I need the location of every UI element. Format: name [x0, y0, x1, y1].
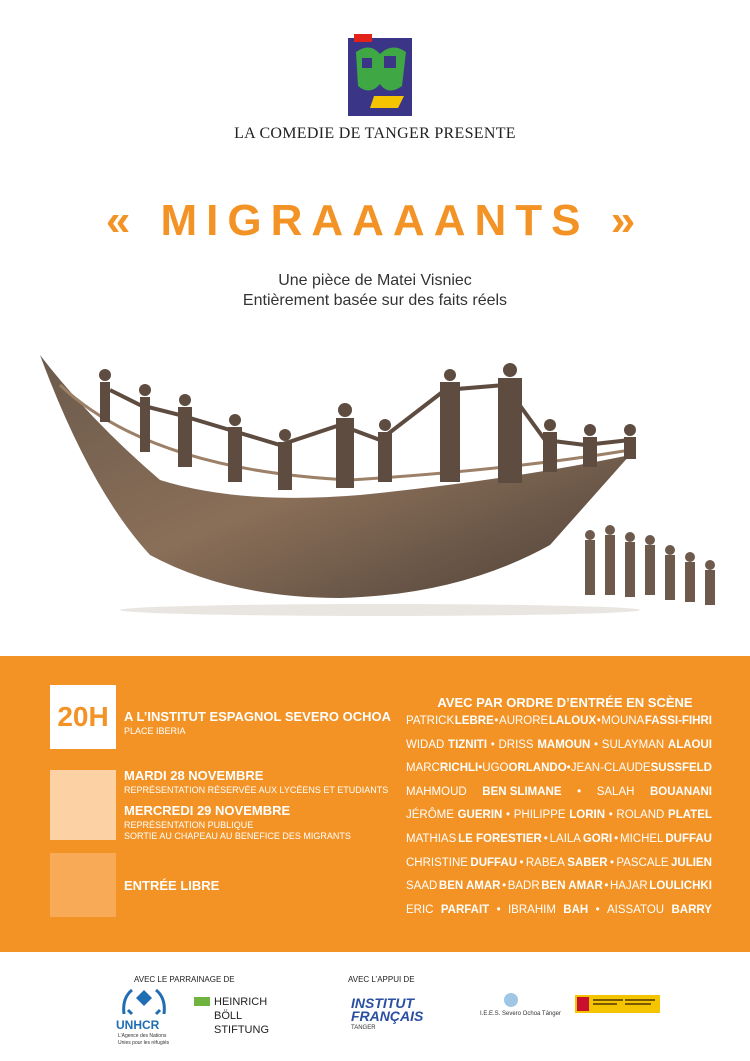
cast-name-part: BARRY [671, 903, 712, 916]
entry-label: ENTRÉE LIBRE [124, 878, 220, 893]
cast-name-part: HAJAR [610, 880, 648, 893]
cast-line [406, 880, 712, 892]
separator-dot: • [478, 762, 483, 775]
separator-dot: • [577, 785, 582, 798]
institut-line-1: INSTITUT [351, 995, 414, 1011]
venue-label: A L’INSTITUT ESPAGNOL SEVERO OCHOA [124, 709, 392, 724]
cast-name-part: SABER [567, 856, 608, 869]
cast-name-part: AISSATOU [606, 903, 665, 916]
cast-name-part: BEN SLIMANE [482, 785, 562, 798]
cast-line [406, 762, 712, 774]
cast-name-part: SAAD [406, 880, 438, 893]
cast-line [406, 833, 712, 845]
time-box: 20H [50, 685, 116, 749]
iees-name: I.E.E.S. Severo Ochoa Tánger [480, 1011, 561, 1017]
cast-line [406, 857, 712, 869]
cast-name-part: LE FORESTIER [458, 833, 542, 845]
cast-name-part: BAH [563, 903, 589, 916]
separator-dot: • [614, 833, 619, 845]
date-1: MARDI 28 NOVEMBRE [124, 768, 264, 783]
iees-crest-icon [503, 992, 519, 1008]
cast-name-part: ROLAND [616, 809, 665, 822]
cast-name-part: ORLANDO [508, 762, 567, 775]
cast-name-part: DUFFAU [470, 856, 518, 869]
cast-name-part: BEN AMAR [541, 880, 603, 893]
separator-dot: • [594, 738, 599, 751]
cast-name-part: BADR [507, 880, 540, 893]
sponsor-label: AVEC LE PARRAINAGE DE [134, 975, 235, 984]
cast-name-part: SALAH [596, 785, 635, 798]
cast-name-part: LOULICHKI [649, 880, 712, 893]
cast-name-part: MICHEL [620, 833, 664, 845]
cast-name-part: WIDAD [406, 738, 445, 751]
cast-name-part: ALAOUI [667, 738, 712, 751]
cast-name-part: JÉRÔME [406, 809, 454, 822]
institut-city: TANGER [351, 1025, 376, 1031]
dates-swatch [50, 770, 116, 840]
cast-name-part: FASSI-FIHRI [644, 715, 712, 727]
cast-name-part: RICHLI [439, 762, 479, 775]
cast-name-part: GORI [582, 833, 613, 845]
cast-name-part: JULIEN [671, 856, 712, 869]
author-line: Une pièce de Matei Visniec [278, 272, 472, 289]
boll-line-1: HEINRICH [214, 996, 268, 1008]
cast-name-part: DRISS [498, 738, 534, 751]
separator-dot: • [543, 833, 548, 845]
cast-name-part: LORIN [569, 809, 605, 822]
support-label: AVEC L’APPUI DE [348, 975, 415, 984]
cast-name-part: DUFFAU [665, 833, 712, 845]
boll-line-2: BÖLL [214, 1010, 243, 1022]
institut-logo [351, 997, 423, 1023]
unhcr-emblem-icon [118, 986, 170, 1018]
unhcr-sub-1: L’Agence des Nations [118, 1033, 167, 1039]
separator-dot: • [609, 856, 614, 869]
boll-mark-icon [194, 997, 210, 1006]
cast-name-part: MAMOUN [537, 738, 591, 751]
cast-name-part: MARC [406, 762, 440, 775]
unhcr-name: UNHCR [116, 1018, 160, 1032]
separator-dot: • [595, 903, 600, 916]
theatre-logo [348, 34, 412, 116]
cast-name-part: BEN AMAR [438, 880, 501, 893]
date-2: MERCREDI 29 NOVEMBRE [124, 803, 291, 818]
tagline: Entièrement basée sur des faits réels [242, 292, 508, 309]
separator-dot: • [596, 715, 601, 727]
cast-name-part: PHILIPPE [513, 809, 566, 822]
date-1-note: REPRÉSENTATION RÉSERVÉE AUX LYCÉENS ET ETUDIANTS [124, 785, 389, 795]
play-title: « MIGRAAAANTS » [105, 196, 645, 245]
presenter-text: LA COMEDIE DE TANGER PRESENTE [234, 125, 516, 142]
cast-line [406, 904, 712, 916]
cast-name-part: PARFAIT [440, 903, 490, 916]
cast-name-part: MOUNA [601, 715, 645, 727]
cast-name-part: TIZNITI [448, 738, 488, 751]
cast-name-part: CHRISTINE [406, 856, 468, 869]
cast-name-part: MAHMOUD [406, 785, 467, 798]
cast-name-part: AURORE [499, 715, 549, 727]
venue-sub: PLACE IBERIA [124, 726, 186, 736]
cast-line [406, 715, 712, 727]
cast-name-part: LAILA [549, 833, 581, 845]
cast-name-part: BOUANANI [650, 785, 712, 798]
separator-dot: • [490, 738, 495, 751]
cast-name-part: PASCALE [616, 856, 669, 869]
cast-name-part: UGO [482, 762, 509, 775]
boll-line-3: STIFTUNG [214, 1024, 269, 1036]
cast-line [406, 739, 712, 751]
unhcr-sub-2: Unies pour les réfugiés [118, 1040, 170, 1046]
cast-name-part: PATRICK [406, 715, 455, 727]
entry-swatch [50, 853, 116, 917]
institut-line-2: FRANÇAIS [351, 1008, 424, 1024]
separator-dot: • [519, 856, 524, 869]
cast-line [406, 786, 712, 798]
cast-name-part: ERIC [406, 903, 434, 916]
separator-dot: • [608, 809, 613, 822]
cast-name-part: SUSSFELD [650, 762, 712, 775]
separator-dot: • [604, 880, 609, 893]
spain-ministry-logo-icon [575, 995, 660, 1013]
cast-name-part: RABEA [525, 856, 565, 869]
cast-title: AVEC PAR ORDRE D’ENTRÉE EN SCÈNE [437, 695, 693, 710]
cast-name-part: JEAN-CLAUDE [570, 762, 651, 775]
date-2-note-2: SORTIE AU CHAPEAU AU BENEFICE DES MIGRANTS [124, 831, 351, 841]
cast-name-part: LEBRE [454, 715, 494, 727]
cast-line [406, 809, 712, 821]
cast-name-part: IBRAHIM [507, 903, 556, 916]
cast-name-part: MATHIAS [406, 833, 457, 845]
date-2-note-1: REPRÉSENTATION PUBLIQUE [124, 820, 254, 830]
boat-sculpture-image [30, 330, 730, 620]
boll-logo [214, 995, 269, 1037]
cast-name-part: GUERIN [457, 809, 503, 822]
separator-dot: • [494, 715, 499, 727]
cast-name-part: SULAYMAN [601, 738, 665, 751]
separator-dot: • [566, 762, 571, 775]
separator-dot: • [502, 880, 507, 893]
cast-name-part: PLATEL [668, 809, 712, 822]
separator-dot: • [496, 903, 501, 916]
cast-name-part: LALOUX [548, 715, 597, 727]
separator-dot: • [506, 809, 511, 822]
